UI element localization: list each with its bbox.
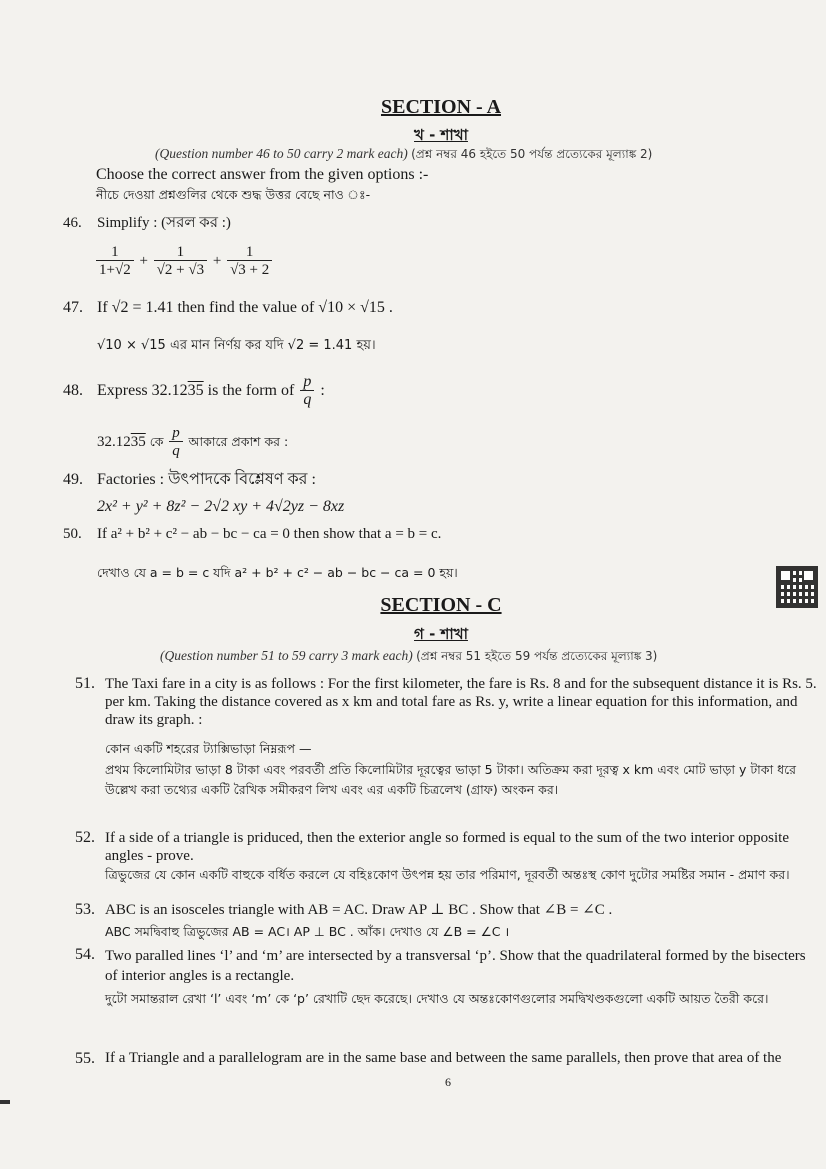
question-47 xyxy=(63,299,393,317)
page-number: 6 xyxy=(445,1075,451,1089)
question-text: If √2 = 1.41 then find the value of √10 × √15 . xyxy=(97,299,393,316)
note-bn: (প্রশ্ন নম্বর 51 হইতে 59 পর্যন্ত প্রত্যেকের মূল্যাঙ্ক 3) xyxy=(416,649,658,663)
question-52-text: If a side of a triangle is priduced, then the exterior angle so formed is equal to the sum of the two interior opposite angles - prove. xyxy=(105,830,789,864)
note-bn: (প্রশ্ন নম্বর 46 হইতে 50 পর্যন্ত প্রত্যেকের মূল্যাঙ্ক 2) xyxy=(411,147,653,161)
question-54-text: Two paralled lines ‘l’ and ‘m’ are intersected by a transversal ‘p’. Show that the quadrilateral formed by the bisecters of interior angles is a rectangle. xyxy=(105,948,806,984)
question-text: is the form of xyxy=(203,382,295,400)
bn-text: কে xyxy=(145,433,164,449)
question-number: 47. xyxy=(63,299,83,316)
section-a-title: SECTION - A xyxy=(380,96,502,118)
numerator: 1 xyxy=(176,244,185,260)
numerator: 1 xyxy=(111,244,119,260)
section-c-subtitle: গ - শাখা xyxy=(414,625,468,643)
question-number: 51. xyxy=(75,675,95,692)
question-number: 55. xyxy=(75,1050,95,1067)
scan-edge-mark xyxy=(0,1100,10,1104)
question-55-text: If a Triangle and a parallelogram are in the same base and between the same parallels, then prove that area of the xyxy=(105,1050,782,1066)
fraction-p-q xyxy=(169,425,183,460)
denominator: q xyxy=(300,390,314,409)
note-en: (Question number 46 to 50 carry 2 mark each) xyxy=(155,146,408,161)
fraction xyxy=(227,244,272,279)
denominator: √2 + √3 xyxy=(154,260,207,279)
denominator: 1+√2 xyxy=(96,260,134,279)
question-number: 50. xyxy=(63,526,82,542)
question-53-bn: ABC সমদ্বিবাহু ত্রিভুজের AB = AC। AP ⊥ BC . আঁক। দেখাও যে ∠B = ∠C । xyxy=(105,924,510,939)
question-49 xyxy=(63,466,316,493)
question-text: Express 32.12 xyxy=(97,382,188,400)
question-text: Factories : উৎপাদকে বিশ্লেষণ কর : xyxy=(97,471,316,488)
question-number: 49. xyxy=(63,471,83,488)
fraction-p-q xyxy=(300,374,314,409)
bn-text: আকারে প্রকাশ কর : xyxy=(188,433,289,449)
question-47-bn: √10 × √15 এর মান নির্ণয় কর যদি √2 = 1.41 হয়। xyxy=(97,338,376,353)
instruction-bn: নীচে দেওয়া প্রশ্নগুলির থেকে শুদ্ধ উত্তর বেছে নাও ঃ- xyxy=(96,187,371,202)
question-48-bn xyxy=(97,425,288,460)
denominator: q xyxy=(169,441,183,460)
fraction xyxy=(96,244,134,279)
fraction xyxy=(154,244,207,279)
question-text: If a² + b² + c² − ab − bc − ca = 0 then show that a = b = c. xyxy=(97,526,442,542)
instruction-en: Choose the correct answer from the given options :- xyxy=(96,166,429,183)
numerator: p xyxy=(303,373,312,390)
question-number: 53. xyxy=(75,901,95,918)
question-number: 52. xyxy=(75,829,95,846)
repeating-digits: 35 xyxy=(187,382,204,400)
question-48: 48. Express 32.1235 is the form of $\frac{p}{q}$ : xyxy=(63,373,325,408)
repeating-digits: 35 xyxy=(130,433,146,450)
question-54-bn: দুটো সমান্তরাল রেখা ‘l’ এবং ‘m’ কে ‘p’ রেখাটি ছেদ করেছে। দেখাও যে অন্তঃকোণগুলোর সমদ্বিখণ্ডকগুলো একটি আয়ত তৈরী করে। xyxy=(105,991,769,1006)
question-50-bn: দেখাও যে a = b = c যদি a² + b² + c² − ab − bc − ca = 0 হয়। xyxy=(97,565,458,580)
note-en: (Question number 51 to 59 carry 3 mark each) xyxy=(160,648,413,663)
question-number: 54. xyxy=(75,946,95,963)
question-50 xyxy=(63,526,441,543)
question-text: Simplify : (সরল কর :) xyxy=(97,215,231,231)
question-51-bn-line1: কোন একটি শহরের ট্যাক্সিভাড়া নিম্নরূপ — xyxy=(105,741,312,756)
denominator: √3 + 2 xyxy=(227,260,272,279)
section-a-note xyxy=(155,146,652,166)
section-a-subtitle: খ - শাখা xyxy=(414,126,468,144)
number: 32.12 xyxy=(97,433,131,450)
numerator: p xyxy=(172,425,180,441)
numerator: 1 xyxy=(245,244,254,260)
question-number: 48. xyxy=(63,382,83,400)
question-52-bn: ত্রিভুজের যে কোন একটি বাহুকে বর্ধিত করলে যে বহিঃকোণ উৎপন্ন হয় তার পরিমাণ, দূরবর্তী অন্তঃস্থ কোণ দুটোর সমষ্টির সমান - প্রমাণ কর। xyxy=(105,867,790,882)
question-51-bn-line2: প্রথম কিলোমিটার ভাড়া 8 টাকা এবং পরবর্তী প্রতি কিলোমিটার দূরত্বের ভাড়া 5 টাকা। অতিক্রম করা দূরত্ব x km এবং মোট ভাড়া y টাকা ধরে উল্লেখ করা তথ্যের একটি রৈখিক সমীকরণ লিখ এবং এর একটি চিত্রলেখ (গ্রাফ) অংকন কর। xyxy=(105,762,797,797)
question-53-text: ABC is an isosceles triangle with AB = AC. Draw AP ⊥ BC . Show that ∠B = ∠C . xyxy=(105,902,613,918)
question-46-expression: $\frac{1}{1+√2}$ + $\frac{1}{√2 + √3}$ + $\frac{1}{√3 + 2}$ xyxy=(94,244,274,279)
section-c-title: SECTION - C xyxy=(380,594,502,616)
question-number: 46. xyxy=(63,215,82,231)
question-46 xyxy=(63,211,231,236)
question-51-text: The Taxi fare in a city is as follows : For the first kilometer, the fare is Rs. 8 and for the subsequent distance it is Rs. 5. per km. Taking the distance covered as x km and total fare as Rs. y, write a linear equation for this information, and draw its graph. : xyxy=(105,676,817,728)
section-c-note xyxy=(160,648,657,668)
question-49-expression: 2x² + y² + 8z² − 2√2 xy + 4√2yz − 8xz xyxy=(97,498,345,515)
